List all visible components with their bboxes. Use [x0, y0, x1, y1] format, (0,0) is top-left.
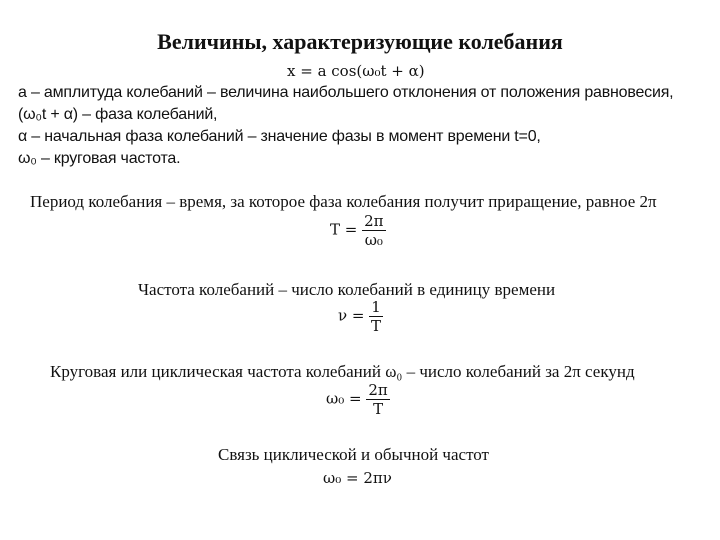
page-title: Величины, характеризующие колебания	[157, 29, 563, 54]
circular-text: Круговая или циклическая частота колебаний ω₀ – число колебаний за 2π секунд	[50, 362, 635, 381]
relation-formula: ω₀ = 2πν	[323, 469, 392, 487]
period-fraction	[362, 212, 385, 249]
circular-denominator: T	[373, 400, 384, 418]
frequency-formula	[338, 298, 383, 335]
definition-initial-phase: α – начальная фаза колебаний – значение фазы в момент времени t=0,	[18, 128, 541, 145]
period-formula	[330, 212, 386, 249]
main-formula: x = a cos(ω₀t + α)	[287, 62, 425, 80]
definition-phase: (ω₀t + α) – фаза колебаний,	[18, 106, 218, 123]
frequency-lhs: ν =	[338, 306, 365, 325]
circular-fraction	[366, 381, 389, 418]
frequency-numerator: 1	[371, 298, 381, 316]
definition-amplitude: a – амплитуда колебаний – величина наибольшего отклонения от положения равновесия,	[18, 84, 674, 101]
period-numerator: 2π	[364, 212, 384, 230]
circular-numerator: 2π	[368, 381, 388, 399]
period-lhs: T =	[330, 220, 358, 239]
circular-lhs: ω₀ =	[326, 389, 362, 408]
relation-text: Связь циклической и обычной частот	[218, 445, 489, 464]
definition-circular-frequency: ω₀ – круговая частота.	[18, 150, 181, 167]
period-text: Период колебания – время, за которое фаза колебания получит приращение, равное 2π	[30, 192, 657, 211]
circular-formula	[326, 381, 390, 418]
frequency-denominator: T	[371, 317, 382, 335]
period-denominator: ω₀	[364, 231, 383, 249]
frequency-fraction	[369, 298, 383, 335]
frequency-text: Частота колебаний – число колебаний в единицу времени	[138, 280, 556, 299]
